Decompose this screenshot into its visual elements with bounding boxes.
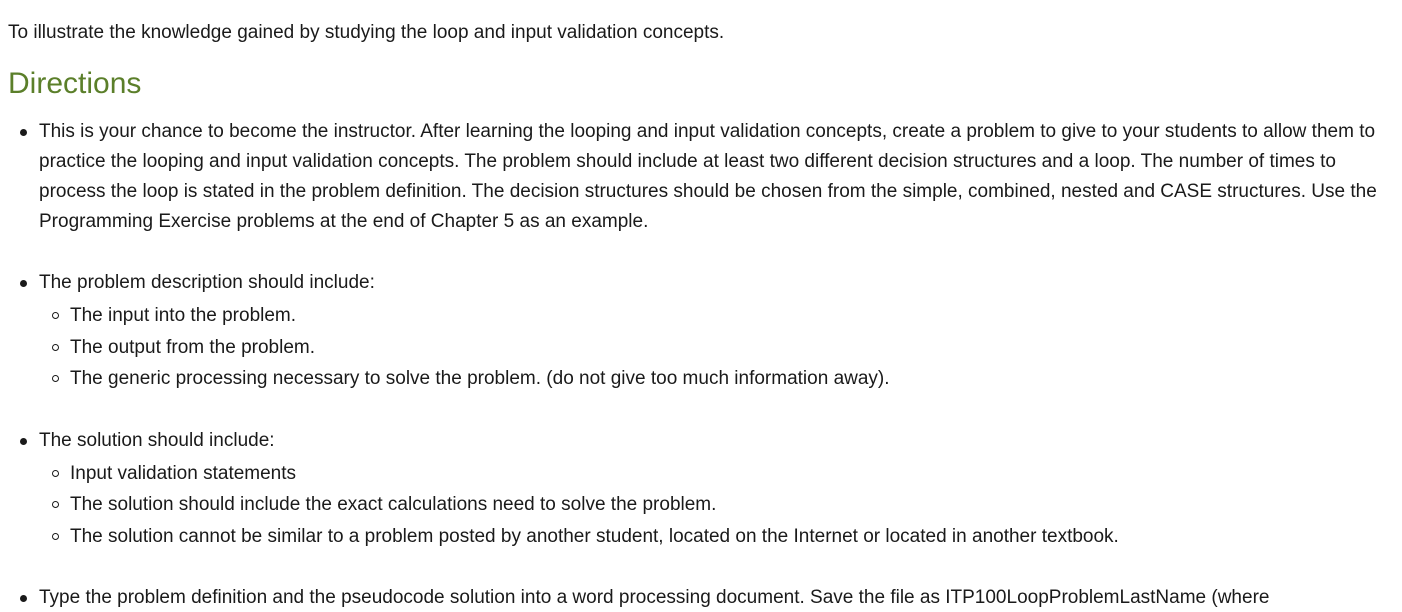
bullet-disc-icon: [20, 595, 27, 602]
list-item-text: The problem description should include:: [39, 272, 375, 293]
sub-list-item-text: Input validation statements: [70, 462, 297, 484]
directions-heading: Directions: [8, 67, 142, 100]
bullet-circle-icon: [52, 470, 59, 477]
bullet-circle-icon: [52, 501, 59, 508]
sub-list-item-text: The solution cannot be similar to a problem posted by another student, located on the Internet or located in another textbook.: [70, 525, 1119, 547]
sub-list-item-text: The solution should include the exact calculations need to solve the problem.: [70, 494, 717, 515]
list-item-text: This is your chance to become the instructor. After learning the looping and input validation concepts, create a problem to give to your students to allow them to practice the looping and input validation concepts. The problem should include at least two different decision structures and a loop. The number of times to process the loop is stated in the problem definition. The decision structures should be chosen from the simple, combined, nested and CASE structures. Use the Programming Exercise problems at the end of Chapter 5 as an example.: [39, 121, 1377, 232]
bullet-disc-icon: [20, 438, 27, 445]
bullet-circle-icon: [52, 533, 59, 540]
sub-list: [39, 458, 1398, 553]
bullet-circle-icon: [52, 375, 59, 382]
list-item-text: Type the problem definition and the pseudocode solution into a word processing document. Save the file as ITP100LoopProblemLastName (where: [39, 587, 1270, 608]
bullet-disc-icon: [20, 129, 27, 136]
sub-list-item: [39, 300, 1398, 332]
bullet-circle-icon: [52, 312, 59, 319]
sub-list: [39, 300, 1398, 395]
sub-list-item: [39, 521, 1398, 553]
sub-list-item-text: The input into the problem.: [70, 305, 297, 326]
sub-list-item: [39, 489, 1398, 521]
list-item: [8, 268, 1398, 395]
sub-list-item: [39, 332, 1398, 364]
bullet-disc-icon: [20, 280, 27, 287]
sub-list-item: [39, 363, 1398, 395]
sub-list-item: [39, 458, 1398, 490]
sub-list-item-text: The generic processing necessary to solve the problem. (do not give too much information away).: [70, 368, 890, 389]
list-item-text: The solution should include:: [39, 429, 275, 451]
list-item: [8, 426, 1398, 553]
intro-paragraph: To illustrate the knowledge gained by studying the loop and input validation concepts.: [8, 22, 725, 43]
list-item: [8, 117, 1398, 237]
directions-list: [8, 117, 1398, 612]
sub-list-item-text: The output from the problem.: [70, 336, 316, 358]
bullet-circle-icon: [52, 344, 59, 351]
list-item: [8, 583, 1398, 612]
